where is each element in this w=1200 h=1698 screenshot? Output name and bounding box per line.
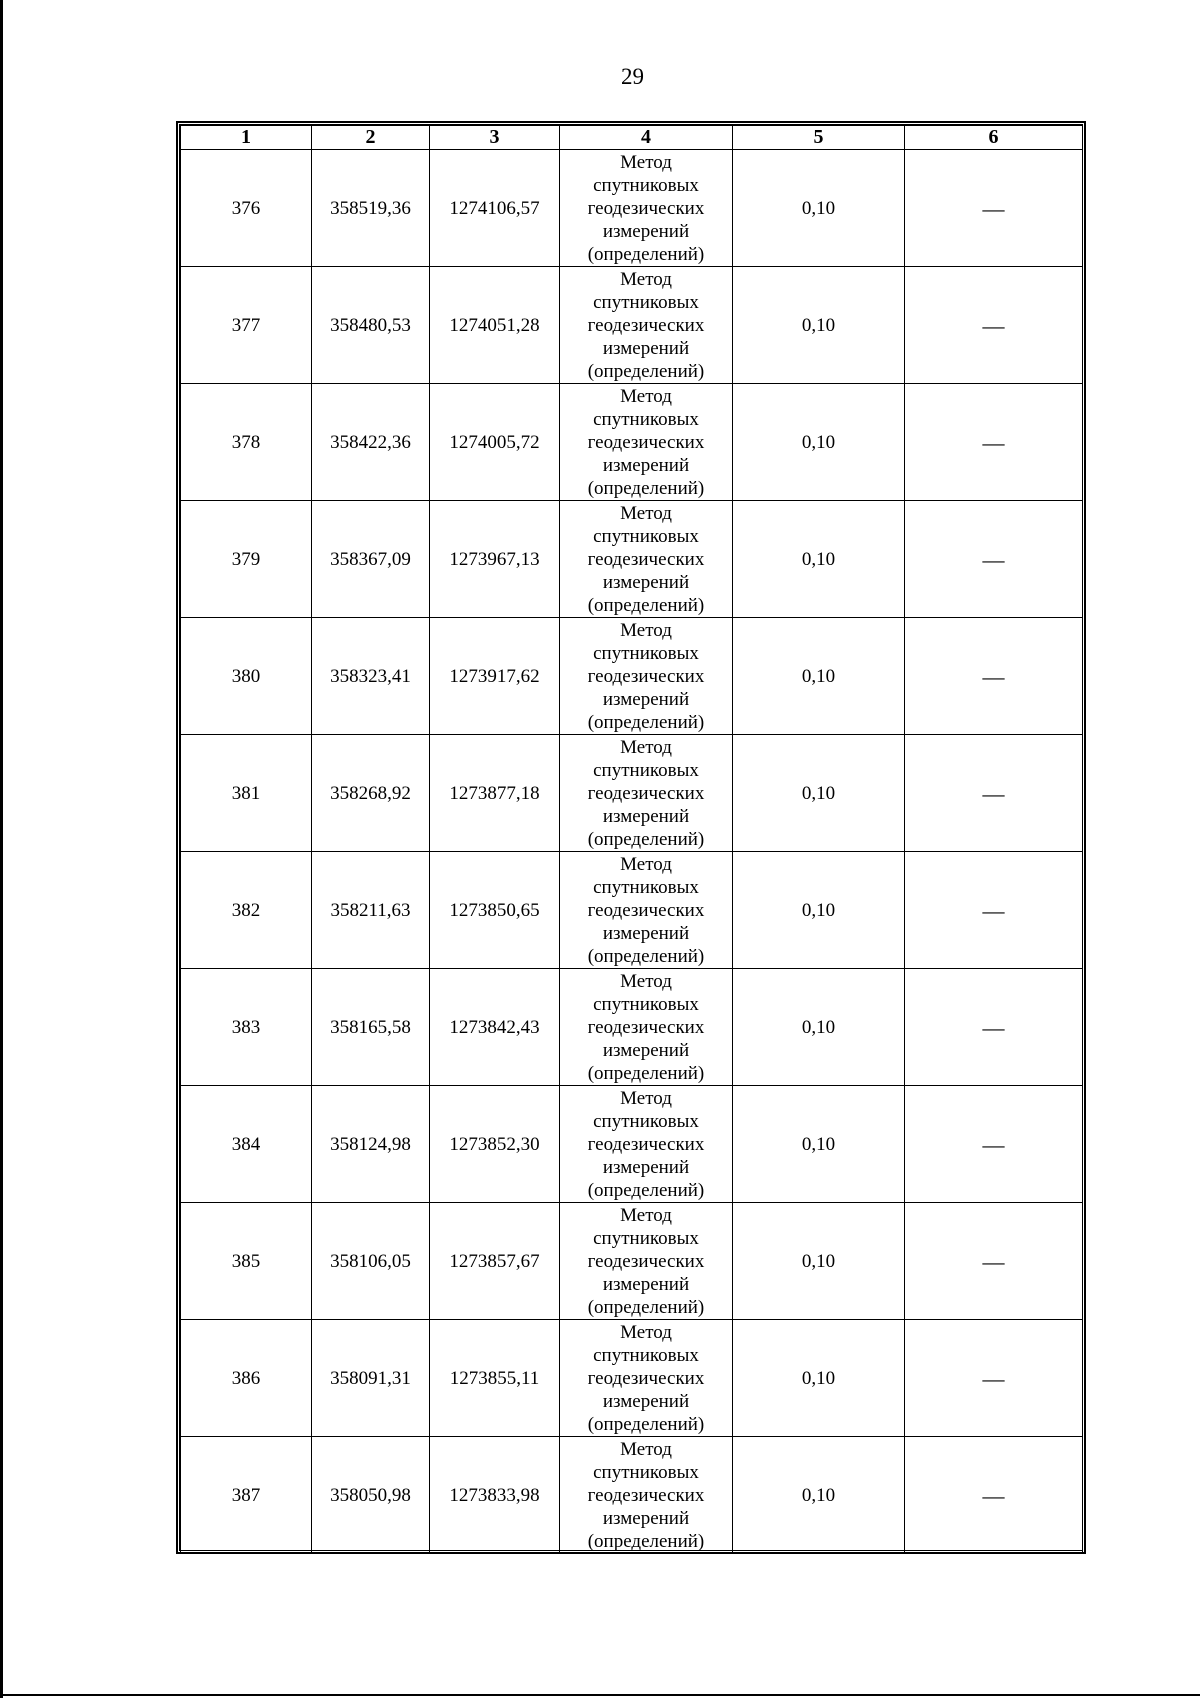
note-cell: — — [905, 1320, 1083, 1437]
x-coordinate-cell: 358480,53 — [312, 267, 430, 384]
accuracy-cell: 0,10 — [733, 1437, 905, 1554]
accuracy-cell: 0,10 — [733, 1320, 905, 1437]
y-coordinate-cell: 1273917,62 — [430, 618, 560, 735]
method-line: спутниковых — [593, 1227, 699, 1249]
note-cell: — — [905, 150, 1083, 267]
method-line: (определений) — [587, 477, 705, 499]
y-coordinate-cell: 1273967,13 — [430, 501, 560, 618]
method-line: измерений — [602, 1273, 690, 1295]
method-cell — [560, 1437, 733, 1554]
point-number-cell: 378 — [181, 384, 312, 501]
method-line: спутниковых — [593, 408, 699, 430]
y-coordinate-cell: 1273842,43 — [430, 969, 560, 1086]
method-line: геодезических — [587, 197, 705, 219]
accuracy-cell: 0,10 — [733, 969, 905, 1086]
method-line: Метод — [620, 1438, 672, 1460]
method-line: (определений) — [587, 243, 705, 265]
method-cell — [560, 969, 733, 1086]
header-col-3: 3 — [430, 126, 560, 150]
method-line: Метод — [620, 1321, 672, 1343]
table-row — [181, 1203, 1083, 1320]
x-coordinate-cell: 358050,98 — [312, 1437, 430, 1554]
method-line: Метод — [620, 1087, 672, 1109]
method-line: (определений) — [587, 594, 705, 616]
method-line: измерений — [602, 571, 690, 593]
method-line: измерений — [602, 1507, 690, 1529]
x-coordinate-cell: 358091,31 — [312, 1320, 430, 1437]
note-cell: — — [905, 1086, 1083, 1203]
note-cell: — — [905, 267, 1083, 384]
method-line: измерений — [602, 220, 690, 242]
header-col-6: 6 — [905, 126, 1083, 150]
scan-edge-bottom — [0, 1694, 1200, 1696]
method-line: спутниковых — [593, 291, 699, 313]
coordinates-table — [180, 125, 1083, 1554]
header-col-4: 4 — [560, 126, 733, 150]
header-row — [181, 126, 1083, 150]
note-cell: — — [905, 384, 1083, 501]
point-number-cell: 387 — [181, 1437, 312, 1554]
method-line: (определений) — [587, 1530, 705, 1552]
x-coordinate-cell: 358519,36 — [312, 150, 430, 267]
table-row — [181, 735, 1083, 852]
y-coordinate-cell: 1273855,11 — [430, 1320, 560, 1437]
y-coordinate-cell: 1274106,57 — [430, 150, 560, 267]
y-coordinate-cell: 1273852,30 — [430, 1086, 560, 1203]
accuracy-cell: 0,10 — [733, 1203, 905, 1320]
note-cell: — — [905, 501, 1083, 618]
table-row — [181, 1320, 1083, 1437]
method-line: Метод — [620, 151, 672, 173]
method-line: измерений — [602, 337, 690, 359]
point-number-cell: 382 — [181, 852, 312, 969]
method-line: геодезических — [587, 1250, 705, 1272]
accuracy-cell: 0,10 — [733, 1086, 905, 1203]
method-line: Метод — [620, 385, 672, 407]
method-line: спутниковых — [593, 1461, 699, 1483]
method-cell — [560, 735, 733, 852]
method-line: измерений — [602, 454, 690, 476]
accuracy-cell: 0,10 — [733, 852, 905, 969]
method-line: спутниковых — [593, 759, 699, 781]
accuracy-cell: 0,10 — [733, 384, 905, 501]
table-header — [181, 126, 1083, 150]
scan-edge-left — [0, 0, 3, 1698]
point-number-cell: 383 — [181, 969, 312, 1086]
method-line: спутниковых — [593, 174, 699, 196]
method-line: спутниковых — [593, 876, 699, 898]
table-row — [181, 1086, 1083, 1203]
method-cell — [560, 1320, 733, 1437]
method-cell — [560, 501, 733, 618]
table-row — [181, 618, 1083, 735]
note-cell: — — [905, 852, 1083, 969]
method-line: геодезических — [587, 1484, 705, 1506]
method-line: измерений — [602, 688, 690, 710]
x-coordinate-cell: 358211,63 — [312, 852, 430, 969]
table-row — [181, 384, 1083, 501]
accuracy-cell: 0,10 — [733, 735, 905, 852]
method-line: Метод — [620, 736, 672, 758]
table-row — [181, 267, 1083, 384]
method-line: спутниковых — [593, 1110, 699, 1132]
method-line: Метод — [620, 1204, 672, 1226]
x-coordinate-cell: 358106,05 — [312, 1203, 430, 1320]
note-cell: — — [905, 618, 1083, 735]
method-line: геодезических — [587, 1133, 705, 1155]
y-coordinate-cell: 1273877,18 — [430, 735, 560, 852]
accuracy-cell: 0,10 — [733, 150, 905, 267]
point-number-cell: 381 — [181, 735, 312, 852]
method-cell — [560, 618, 733, 735]
accuracy-cell: 0,10 — [733, 267, 905, 384]
y-coordinate-cell: 1273833,98 — [430, 1437, 560, 1554]
method-line: геодезических — [587, 1016, 705, 1038]
accuracy-cell: 0,10 — [733, 618, 905, 735]
method-line: геодезических — [587, 782, 705, 804]
method-line: измерений — [602, 1039, 690, 1061]
method-line: геодезических — [587, 431, 705, 453]
method-line: геодезических — [587, 1367, 705, 1389]
x-coordinate-cell: 358165,58 — [312, 969, 430, 1086]
method-line: спутниковых — [593, 525, 699, 547]
x-coordinate-cell: 358268,92 — [312, 735, 430, 852]
table-row — [181, 1437, 1083, 1554]
method-line: геодезических — [587, 899, 705, 921]
point-number-cell: 386 — [181, 1320, 312, 1437]
method-line: геодезических — [587, 548, 705, 570]
method-line: геодезических — [587, 314, 705, 336]
header-col-2: 2 — [312, 126, 430, 150]
note-cell: — — [905, 969, 1083, 1086]
x-coordinate-cell: 358124,98 — [312, 1086, 430, 1203]
y-coordinate-cell: 1274005,72 — [430, 384, 560, 501]
method-line: Метод — [620, 970, 672, 992]
x-coordinate-cell: 358323,41 — [312, 618, 430, 735]
header-col-1: 1 — [181, 126, 312, 150]
table-row — [181, 501, 1083, 618]
method-line: Метод — [620, 268, 672, 290]
table-row — [181, 150, 1083, 267]
method-cell — [560, 267, 733, 384]
point-number-cell: 377 — [181, 267, 312, 384]
y-coordinate-cell: 1273857,67 — [430, 1203, 560, 1320]
point-number-cell: 376 — [181, 150, 312, 267]
method-cell — [560, 852, 733, 969]
method-line: (определений) — [587, 360, 705, 382]
point-number-cell: 385 — [181, 1203, 312, 1320]
method-line: измерений — [602, 1390, 690, 1412]
table-body — [181, 150, 1083, 1554]
y-coordinate-cell: 1273850,65 — [430, 852, 560, 969]
method-line: измерений — [602, 1156, 690, 1178]
note-cell: — — [905, 1203, 1083, 1320]
y-coordinate-cell: 1274051,28 — [430, 267, 560, 384]
method-cell — [560, 1086, 733, 1203]
method-line: Метод — [620, 619, 672, 641]
note-cell: — — [905, 735, 1083, 852]
point-number-cell: 379 — [181, 501, 312, 618]
method-cell — [560, 384, 733, 501]
method-line: Метод — [620, 853, 672, 875]
method-line: (определений) — [587, 1413, 705, 1435]
method-line: измерений — [602, 922, 690, 944]
method-line: геодезических — [587, 665, 705, 687]
method-line: измерений — [602, 805, 690, 827]
note-cell: — — [905, 1437, 1083, 1554]
method-line: Метод — [620, 502, 672, 524]
method-line: спутниковых — [593, 642, 699, 664]
method-line: спутниковых — [593, 993, 699, 1015]
header-col-5: 5 — [733, 126, 905, 150]
method-line: (определений) — [587, 945, 705, 967]
point-number-cell: 384 — [181, 1086, 312, 1203]
method-line: спутниковых — [593, 1344, 699, 1366]
method-line: (определений) — [587, 828, 705, 850]
table-row — [181, 852, 1083, 969]
x-coordinate-cell: 358422,36 — [312, 384, 430, 501]
method-line: (определений) — [587, 1296, 705, 1318]
x-coordinate-cell: 358367,09 — [312, 501, 430, 618]
accuracy-cell: 0,10 — [733, 501, 905, 618]
method-line: (определений) — [587, 711, 705, 733]
page-number: 29 — [621, 64, 644, 89]
method-line: (определений) — [587, 1062, 705, 1084]
point-number-cell: 380 — [181, 618, 312, 735]
method-line: (определений) — [587, 1179, 705, 1201]
table-row — [181, 969, 1083, 1086]
method-cell — [560, 1203, 733, 1320]
method-cell — [560, 150, 733, 267]
